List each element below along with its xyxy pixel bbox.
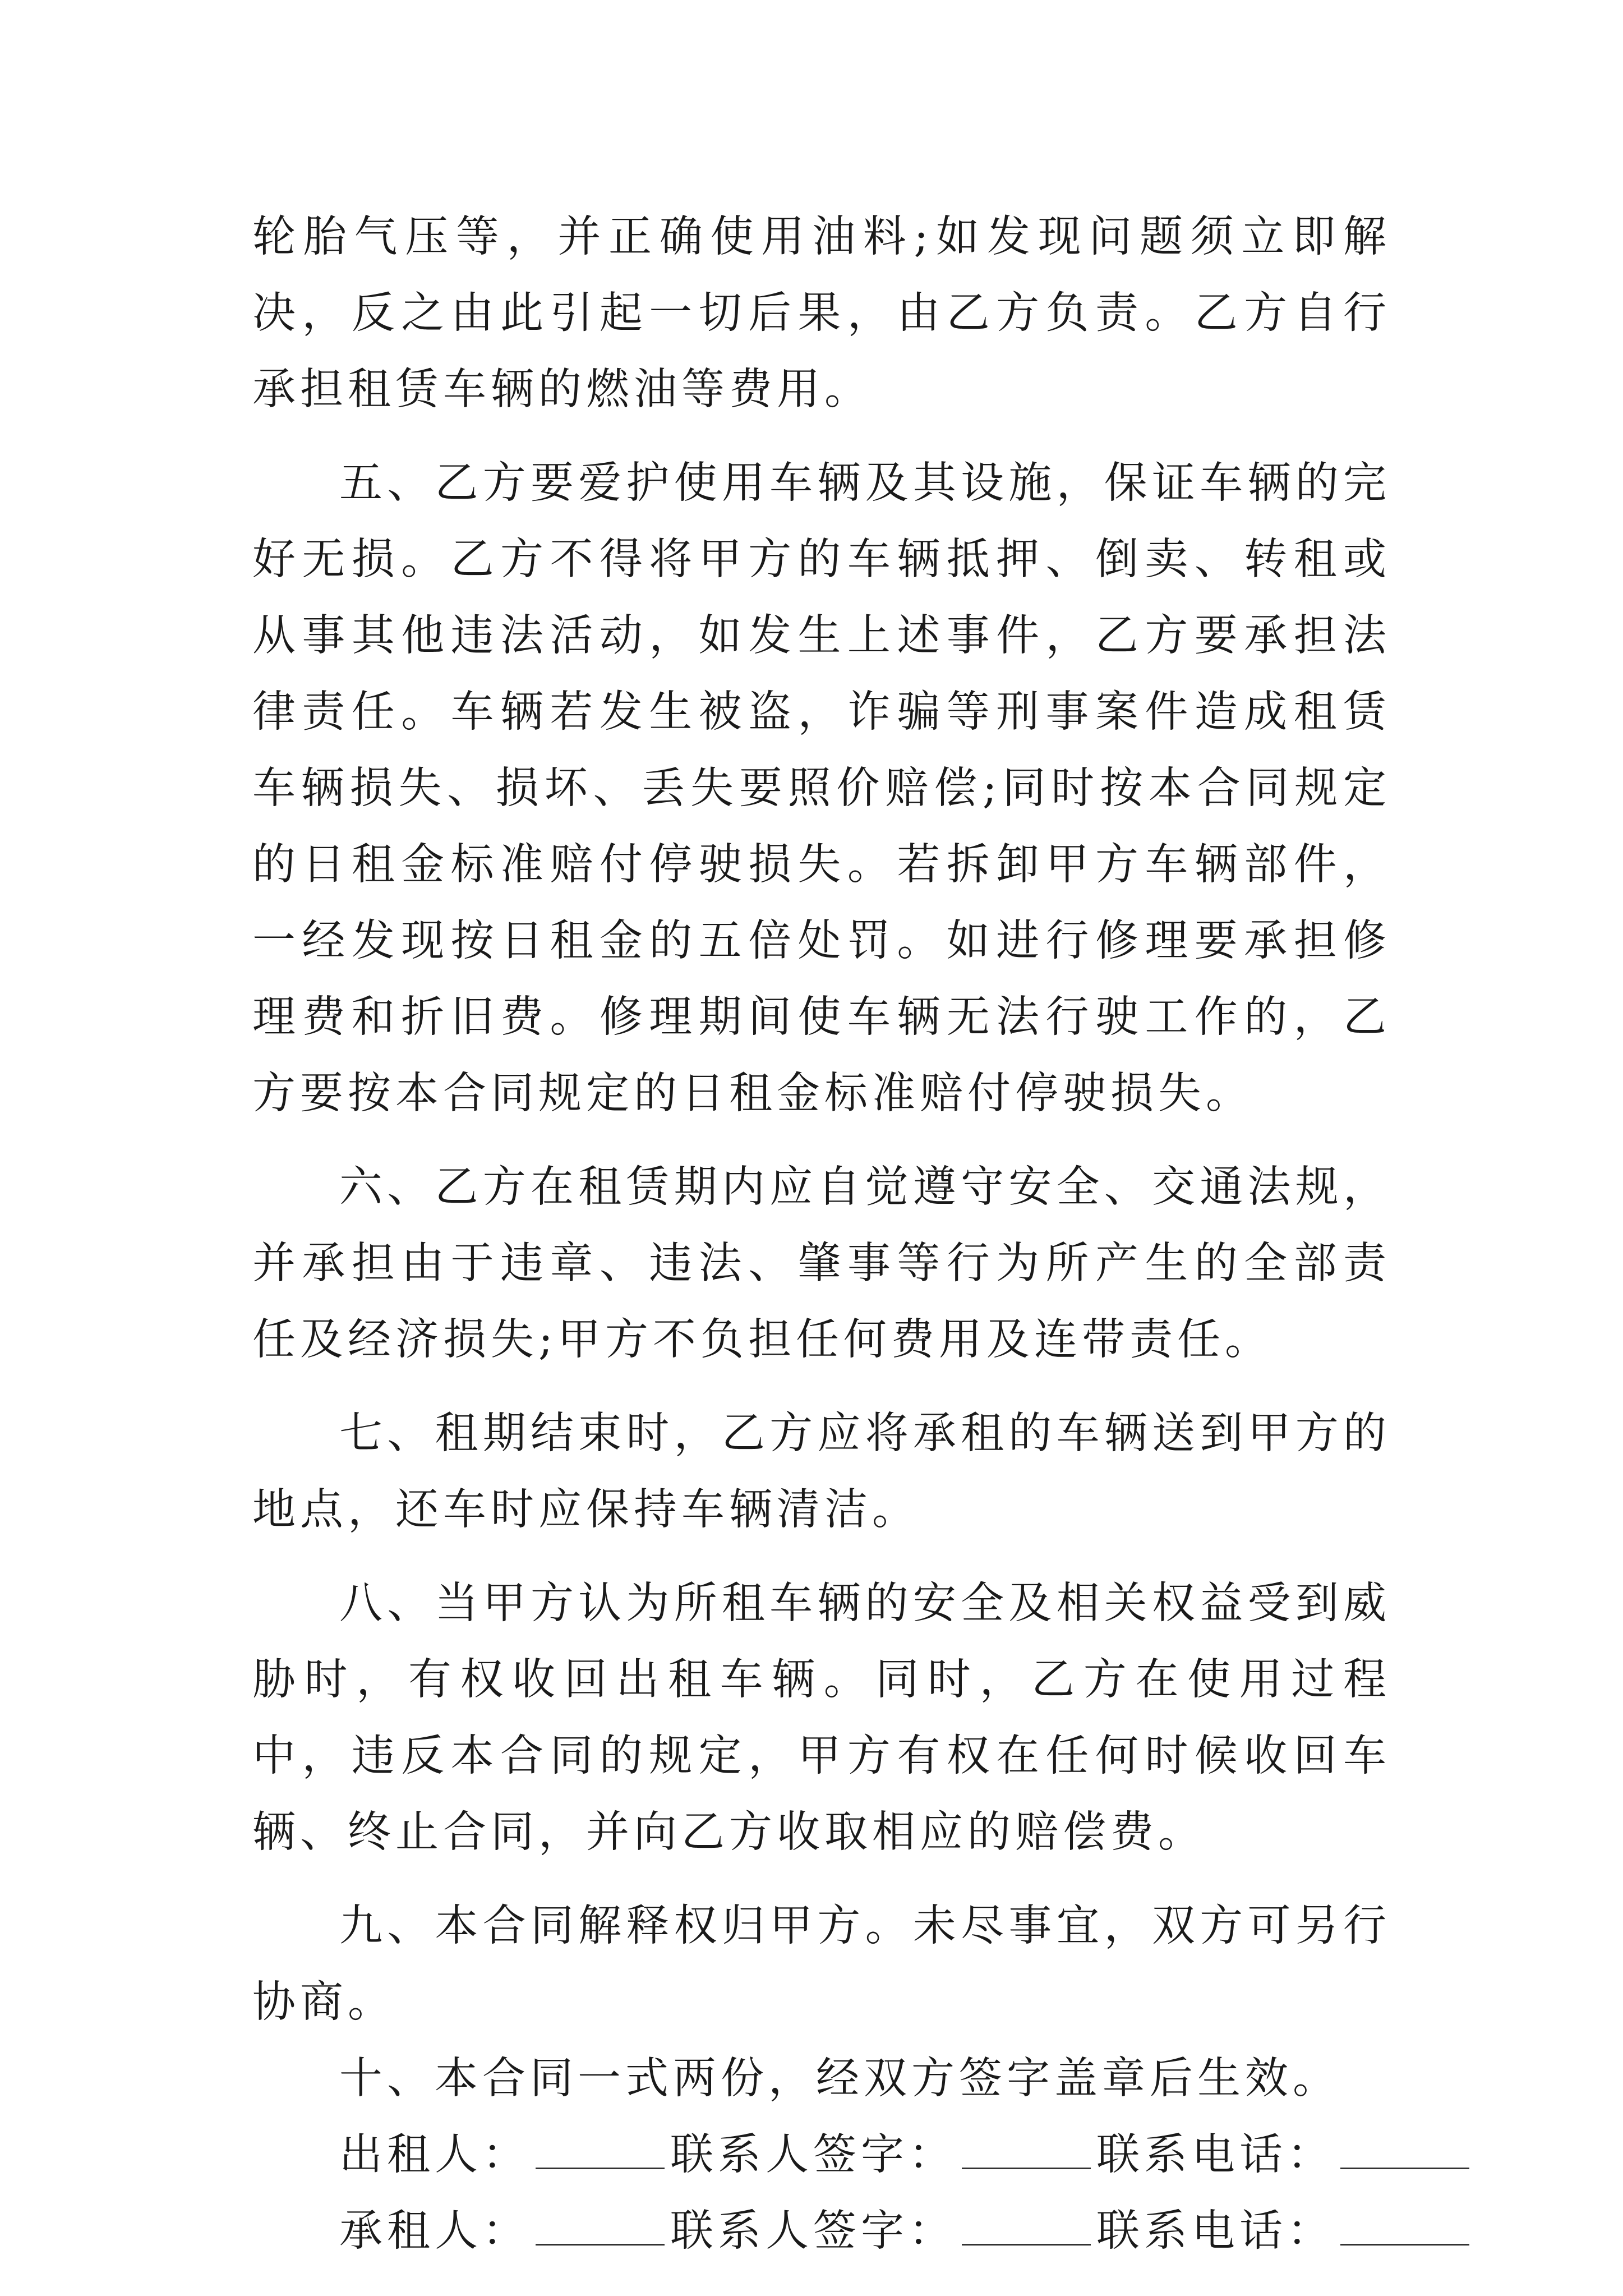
signature-row-lessor <box>252 2117 1391 2193</box>
lessor-contact-sign-blank[interactable] <box>962 2117 1091 2169</box>
lessee-label: 承租人： <box>339 2206 530 2256</box>
lessor-label: 出租人： <box>339 2130 530 2180</box>
lessee-contact-sign-blank[interactable] <box>962 2193 1091 2246</box>
lessor-phone-blank[interactable] <box>1340 2117 1469 2169</box>
document-page <box>252 199 1391 2270</box>
paragraph-clause-8: 八、当甲方认为所租车辆的安全及相关权益受到威胁时，有权收回出租车辆。同时，乙方在使用过程中，违反本合同的规定，甲方有权在任何时候收回车辆、终止合同，并向乙方收取相应的赔偿费。 <box>252 1579 1391 1857</box>
paragraph-clause-5: 五、乙方要爱护使用车辆及其设施，保证车辆的完好无损。乙方不得将甲方的车辆抵押、倒卖、转租或从事其他违法活动，如发生上述事件，乙方要承担法律责任。车辆若发生被盗，诈骗等刑事案件造成租赁车辆损失、损坏、丢失要照价赔偿;同时按本合同规定的日租金标准赔付停驶损失。若拆卸甲方车辆部件，一经发现按日租金的五倍处罚。如进行修理要承担修理费和折旧费。修理期间使车辆无法行驶工作的，乙方要按本合同规定的日租金标准赔付停驶损失。 <box>252 458 1391 1119</box>
lessor-phone-label: 联系电话： <box>1096 2130 1335 2180</box>
lessee-contact-sign-label: 联系人签字： <box>670 2206 956 2256</box>
lessor-name-blank[interactable] <box>536 2117 665 2169</box>
lessee-phone-label: 联系电话： <box>1096 2206 1335 2256</box>
lessor-contact-sign-label: 联系人签字： <box>670 2130 956 2180</box>
lessee-name-blank[interactable] <box>536 2193 665 2246</box>
paragraph-clause-10: 十、本合同一式两份，经双方签字盖章后生效。 <box>339 2054 1340 2104</box>
signature-row-lessee <box>252 2193 1391 2270</box>
paragraph-clause-6: 六、乙方在租赁期内应自觉遵守安全、交通法规，并承担由于违章、违法、肇事等行为所产生的全部责任及经济损失;甲方不负担任何费用及连带责任。 <box>252 1162 1391 1365</box>
paragraph-tire-pressure-continuation: 轮胎气压等，并正确使用油料;如发现问题须立即解决，反之由此引起一切后果，由乙方负责。乙方自行承担租赁车辆的燃油等费用。 <box>252 212 1391 415</box>
lessee-phone-blank[interactable] <box>1340 2193 1469 2246</box>
paragraph-clause-9: 九、本合同解释权归甲方。未尽事宜，双方可另行协商。 <box>252 1901 1391 2027</box>
paragraph-clause-7: 七、租期结束时，乙方应将承租的车辆送到甲方的地点，还车时应保持车辆清洁。 <box>252 1409 1391 1535</box>
